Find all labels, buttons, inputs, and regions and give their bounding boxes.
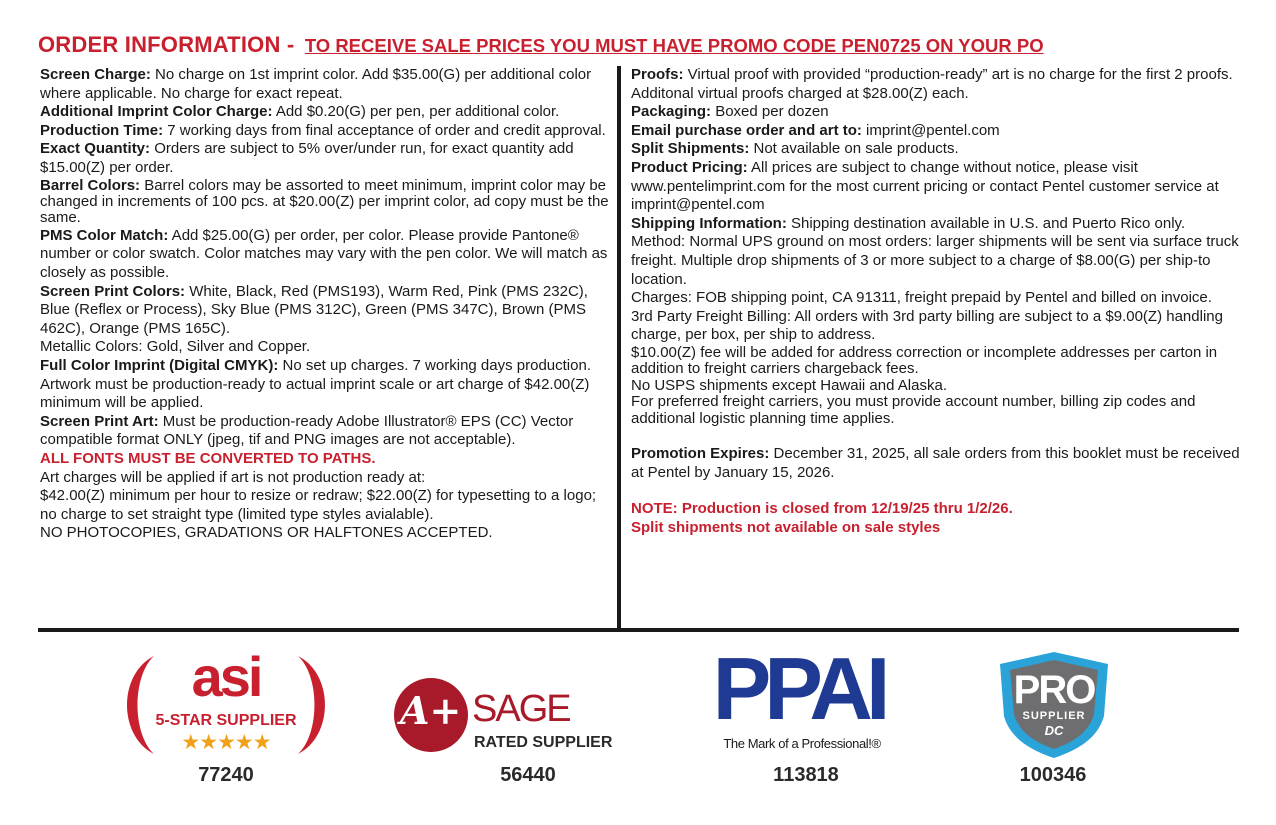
no-photocopies: NO PHOTOCOPIES, GRADATIONS OR HALFTONES ACCEPTED. <box>40 524 493 542</box>
pro-supplier-logo <box>994 650 1114 760</box>
asi-wordmark: asi <box>191 645 261 708</box>
third-party-billing: 3rd Party Freight Billing: All orders with 3rd party billing are subject to a $9.00(Z) handling charge, per box, per ship to address. <box>631 307 1223 344</box>
spacer <box>631 482 1243 500</box>
additional-color-charge: Additional Imprint Color Charge: Add $0.20(G) per pen, per additional color. <box>40 103 560 121</box>
asi-tagline: 5-STAR SUPPLIER <box>155 712 297 729</box>
sage-tagline: RATED SUPPLIER <box>474 734 613 751</box>
sage-aplus-mark: A+ <box>400 688 462 733</box>
preferred-carriers: For preferred freight carriers, you must provide account number, billing zip codes and additional logistic planning time applies. <box>631 393 1196 427</box>
art-charges-intro: Art charges will be applied if art is not production ready at: <box>40 468 426 486</box>
product-pricing: Product Pricing: All prices are subject to change without notice, please visit www.pentelimprint.com for the most current pricing or contact Pentel customer service at imprint@pentel.com <box>631 158 1219 214</box>
left-column <box>40 66 610 543</box>
spacer <box>631 427 1243 445</box>
packaging: Packaging: Boxed per dozen <box>631 103 829 121</box>
ppai-wordmark: PPAI <box>712 639 884 738</box>
pro-number: 100346 <box>1019 764 1087 786</box>
no-usps: No USPS shipments except Hawaii and Alaska. <box>631 376 947 394</box>
ppai-number: 113818 <box>773 764 839 786</box>
asi-stars: ★★★★★ <box>181 731 271 754</box>
screen-charge: Screen Charge: No charge on 1st imprint color. Add $35.00(G) per additional color where applicable. No charge for exact repeat. <box>40 66 592 102</box>
horizontal-divider <box>38 628 1239 632</box>
pms-color-match: PMS Color Match: Add $25.00(G) per order, per color. Please provide Pantone® number or color swatch. Color matches may vary with the pen color. We will match as closely as possible. <box>40 226 608 281</box>
vertical-divider <box>617 66 621 630</box>
header <box>38 32 1044 58</box>
right-column <box>631 66 1243 537</box>
screen-print-colors: Screen Print Colors: White, Black, Red (PMS193), Warm Red, Pink (PMS 232C), Blue (Reflex or Process), Sky Blue (PMS 312C), Green (PMS 347C), Brown (PMS 462C), Orange (PMS 165C). <box>40 282 588 337</box>
pro-wordmark: PRO <box>1013 668 1095 712</box>
asi-logo <box>114 645 338 756</box>
page-title: ORDER INFORMATION - <box>38 32 295 57</box>
split-shipments: Split Shipments: Not available on sale products. <box>631 140 959 158</box>
sage-wordmark: SAGE <box>472 688 570 730</box>
sage-number: 56440 <box>500 764 556 786</box>
fonts-warning: ALL FONTS MUST BE CONVERTED TO PATHS. <box>40 449 376 467</box>
screen-print-art: Screen Print Art: Must be production-ready Adobe Illustrator® EPS (CC) Vector compatible format ONLY (jpeg, tif and PNG images are not acceptable). <box>40 412 574 449</box>
email-order: Email purchase order and art to: imprint@pentel.com <box>631 121 1000 139</box>
proofs: Proofs: Virtual proof with provided “production-ready” art is no charge for the first 2 proofs. Additonal virtual proofs charged at $28.00(Z) each. <box>631 66 1233 102</box>
promo-code-notice: TO RECEIVE SALE PRICES YOU MUST HAVE PROMO CODE PEN0725 ON YOUR PO <box>304 35 1044 56</box>
full-color-imprint: Full Color Imprint (Digital CMYK): No set up charges. 7 working days production. Artwork must be production-ready to actual imprint scale or art charge of $42.00(Z) minimum will be applied. <box>40 356 591 412</box>
metallic-colors: Metallic Colors: Gold, Silver and Copper. <box>40 338 311 356</box>
art-charges-detail: $42.00(Z) minimum per hour to resize or redraw; $22.00(Z) for typesetting to a logo; no charge to set straight type (limited type styles avialable). <box>40 487 597 523</box>
production-closed-note: NOTE: Production is closed from 12/19/25 thru 1/2/26. <box>631 500 1013 518</box>
ppai-logo <box>702 639 902 754</box>
shipping-information: Shipping Information: Shipping destination available in U.S. and Puerto Rico only. <box>631 214 1186 232</box>
ppai-tagline: The Mark of a Professional!® <box>723 736 881 751</box>
pro-subtitle: SUPPLIER <box>1022 710 1086 722</box>
production-time: Production Time: 7 working days from final acceptance of order and credit approval. <box>40 121 606 139</box>
shipping-charges: Charges: FOB shipping point, CA 91311, freight prepaid by Pentel and billed on invoice. <box>631 289 1212 307</box>
asi-number: 77240 <box>198 764 254 786</box>
exact-quantity: Exact Quantity: Orders are subject to 5% over/under run, for exact quantity add $15.00(Z) per order. <box>40 140 574 176</box>
pro-dc-mark: DC <box>1044 723 1064 738</box>
barrel-colors: Barrel Colors: Barrel colors may be assorted to meet minimum, imprint color may be changed in increments of 100 pcs. at $20.00(Z) per imprint color, ad copy must be the same. <box>40 176 609 227</box>
promotion-expires: Promotion Expires: December 31, 2025, all sale orders from this booklet must be received at Pentel by January 15, 2026. <box>631 444 1240 481</box>
address-correction-fee: $10.00(Z) fee will be added for address correction or incomplete addresses per carton in addition to freight carriers chargeback fees. <box>631 343 1218 378</box>
split-shipments-note: Split shipments not available on sale styles <box>631 518 941 536</box>
shipping-method: Method: Normal UPS ground on most orders: larger shipments will be sent via surface truck freight. Multiple drop shipments of 3 or more subject to a charge of $8.00(G) per ship-to location. <box>631 233 1239 288</box>
sage-logo <box>394 678 616 754</box>
